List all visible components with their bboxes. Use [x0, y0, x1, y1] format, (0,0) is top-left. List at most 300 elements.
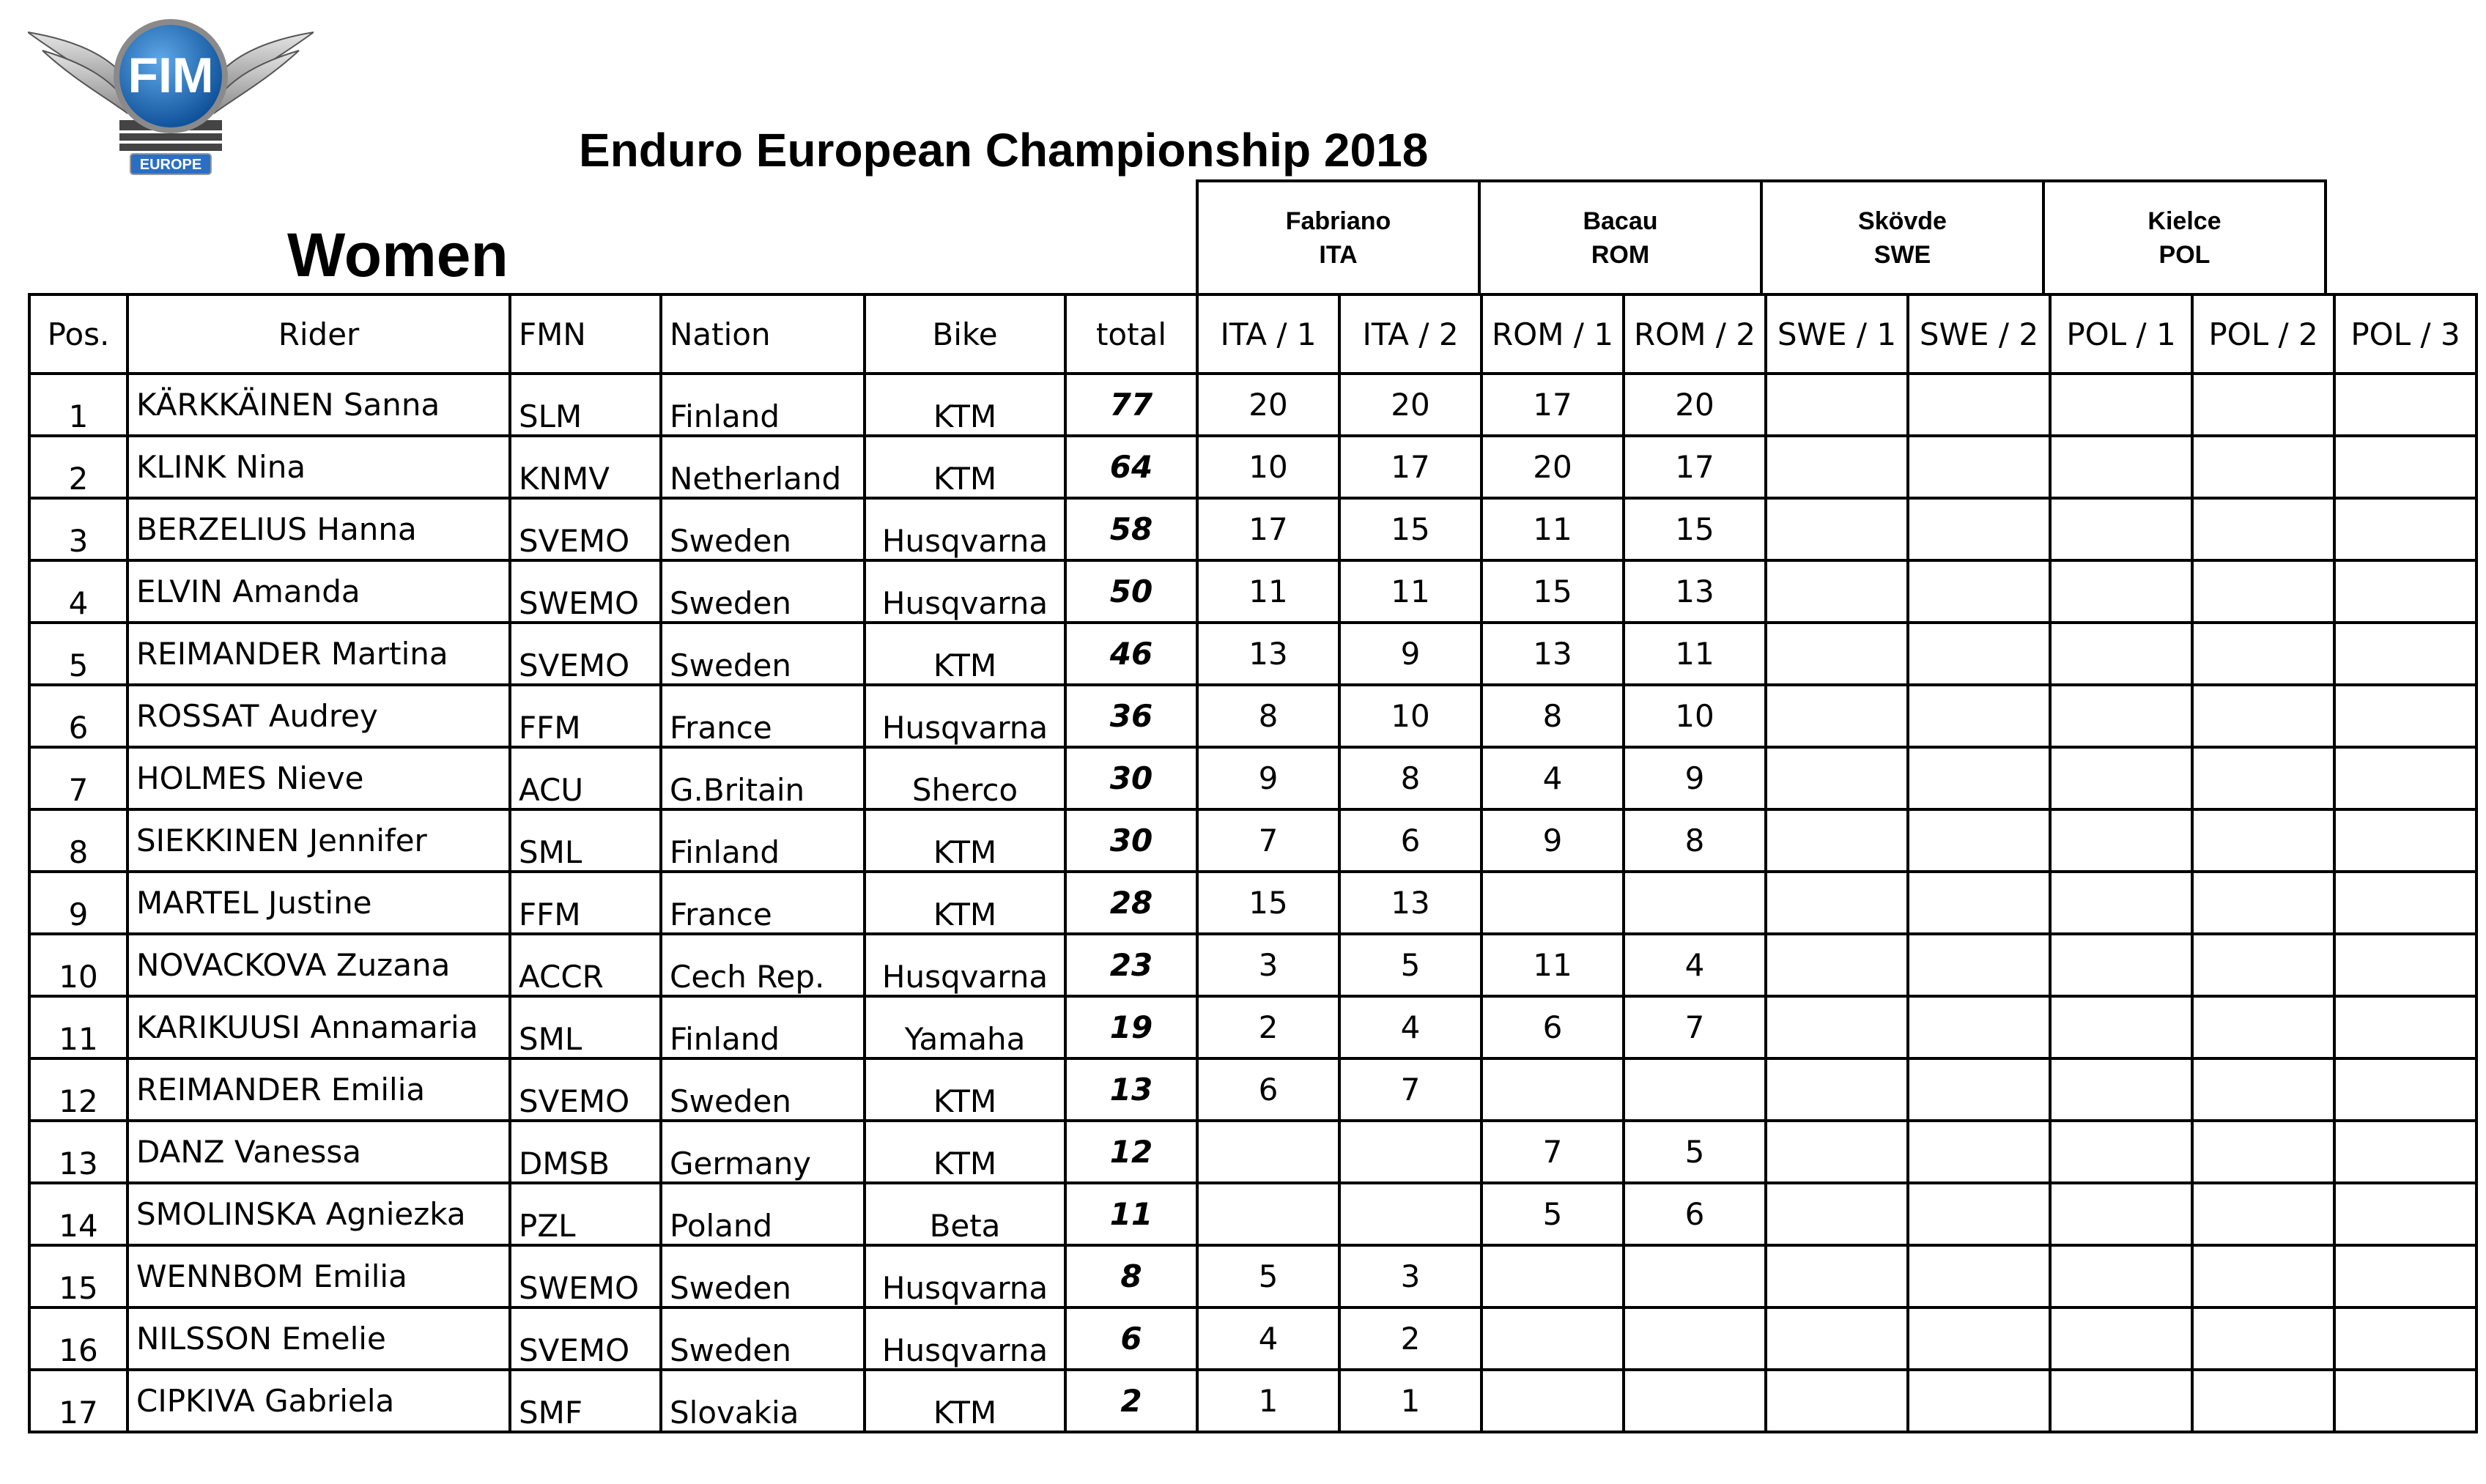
event-kielce [2043, 181, 2326, 294]
col-pol-2: POL / 2 [2192, 294, 2334, 374]
cell-score: 4 [1481, 747, 1624, 809]
cell-score [2050, 685, 2192, 747]
cell-total: 13 [1065, 1058, 1197, 1121]
cell-total: 50 [1065, 560, 1197, 623]
cell-bike: Husqvarna [865, 934, 1065, 996]
cell-score [2050, 996, 2192, 1058]
logo-text: FIM [127, 48, 214, 103]
cell-rider: NILSSON Emelie [127, 1307, 510, 1370]
cell-score [2050, 436, 2192, 498]
cell-total: 19 [1065, 996, 1197, 1058]
cell-score: 15 [1339, 498, 1481, 560]
cell-bike: KTM [865, 1058, 1065, 1121]
cell-pos: 8 [29, 809, 127, 872]
cell-score: 2 [1197, 996, 1339, 1058]
cell-score [2334, 1370, 2476, 1432]
cell-score [2050, 374, 2192, 436]
cell-fmn: SVEMO [510, 1307, 661, 1370]
cell-score [2192, 374, 2334, 436]
cell-bike: Husqvarna [865, 1307, 1065, 1370]
cell-score: 4 [1624, 934, 1766, 996]
cell-score [2334, 1183, 2476, 1245]
cell-score [1908, 685, 2050, 747]
cell-pos: 3 [29, 498, 127, 560]
cell-nation: G.Britain [661, 747, 865, 809]
cell-score [2334, 560, 2476, 623]
cell-bike: KTM [865, 872, 1065, 934]
cell-pos: 1 [29, 374, 127, 436]
table-row [29, 996, 2476, 1058]
cell-bike: KTM [865, 1370, 1065, 1432]
cell-score: 13 [1197, 623, 1339, 685]
cell-score [2334, 809, 2476, 872]
cell-score [1766, 1121, 1908, 1183]
cell-nation: Sweden [661, 498, 865, 560]
cell-fmn: SWEMO [510, 560, 661, 623]
cell-score [2050, 747, 2192, 809]
cell-score [2334, 623, 2476, 685]
cell-score [2050, 1121, 2192, 1183]
cell-score [2192, 1245, 2334, 1307]
col-ita-1: ITA / 1 [1197, 294, 1339, 374]
cell-fmn: SWEMO [510, 1245, 661, 1307]
cell-nation: Finland [661, 996, 865, 1058]
cell-score [1624, 872, 1766, 934]
cell-score: 9 [1339, 623, 1481, 685]
cell-score [2192, 872, 2334, 934]
cell-pos: 10 [29, 934, 127, 996]
cell-nation: Sweden [661, 623, 865, 685]
cell-score [1197, 1183, 1339, 1245]
cell-score: 10 [1197, 436, 1339, 498]
cell-score [1908, 747, 2050, 809]
cell-score: 6 [1481, 996, 1624, 1058]
col-bike: Bike [865, 294, 1065, 374]
cell-score [1908, 1183, 2050, 1245]
event-fabriano [1197, 181, 1479, 294]
cell-total: 8 [1065, 1245, 1197, 1307]
cell-score [2334, 1245, 2476, 1307]
cell-total: 11 [1065, 1183, 1197, 1245]
table-row [29, 747, 2476, 809]
cell-score [1766, 436, 1908, 498]
event-bacau [1479, 181, 1761, 294]
cell-score: 1 [1197, 1370, 1339, 1432]
cell-pos: 16 [29, 1307, 127, 1370]
cell-score [2050, 872, 2192, 934]
cell-fmn: SVEMO [510, 1058, 661, 1121]
cell-nation: Poland [661, 1183, 865, 1245]
cell-score: 7 [1197, 809, 1339, 872]
cell-fmn: SVEMO [510, 623, 661, 685]
cell-fmn: SVEMO [510, 498, 661, 560]
cell-rider: MARTEL Justine [127, 872, 510, 934]
col-ita-2: ITA / 2 [1339, 294, 1481, 374]
cell-score [1908, 1307, 2050, 1370]
col-swe-1: SWE / 1 [1766, 294, 1908, 374]
cell-rider: BERZELIUS Hanna [127, 498, 510, 560]
cell-rider: REIMANDER Emilia [127, 1058, 510, 1121]
table-row [29, 498, 2476, 560]
col-rom-1: ROM / 1 [1481, 294, 1624, 374]
cell-score [2050, 1307, 2192, 1370]
table-row [29, 436, 2476, 498]
cell-score [2192, 934, 2334, 996]
cell-pos: 5 [29, 623, 127, 685]
cell-total: 12 [1065, 1121, 1197, 1183]
cell-score: 17 [1339, 436, 1481, 498]
cell-score [2192, 498, 2334, 560]
cell-rider: DANZ Vanessa [127, 1121, 510, 1183]
event-header [1196, 179, 2327, 294]
cell-score [1766, 1245, 1908, 1307]
cell-score [1908, 809, 2050, 872]
cell-total: 36 [1065, 685, 1197, 747]
cell-score [2192, 996, 2334, 1058]
cell-score: 20 [1624, 374, 1766, 436]
cell-score: 8 [1197, 685, 1339, 747]
cell-score: 4 [1197, 1307, 1339, 1370]
cell-score [1766, 1058, 1908, 1121]
cell-score [2050, 1183, 2192, 1245]
cell-nation: Netherland [661, 436, 865, 498]
table-row [29, 560, 2476, 623]
cell-score [1481, 872, 1624, 934]
cell-score [2334, 1058, 2476, 1121]
cell-score: 15 [1624, 498, 1766, 560]
cell-total: 58 [1065, 498, 1197, 560]
cell-total: 30 [1065, 809, 1197, 872]
cell-score [1766, 623, 1908, 685]
cell-rider: KLINK Nina [127, 436, 510, 498]
cell-score: 15 [1197, 872, 1339, 934]
cell-score: 4 [1339, 996, 1481, 1058]
cell-score [2192, 747, 2334, 809]
cell-score [1908, 872, 2050, 934]
cell-fmn: DMSB [510, 1121, 661, 1183]
event-venue: Skövde [1858, 207, 1947, 235]
cell-pos: 14 [29, 1183, 127, 1245]
cell-score [2050, 560, 2192, 623]
cell-score [1766, 872, 1908, 934]
col-nation: Nation [661, 294, 865, 374]
cell-score: 15 [1481, 560, 1624, 623]
cell-fmn: ACU [510, 747, 661, 809]
cell-score [2334, 1121, 2476, 1183]
table-row [29, 934, 2476, 996]
cell-score: 8 [1624, 809, 1766, 872]
cell-score [2334, 872, 2476, 934]
cell-rider: NOVACKOVA Zuzana [127, 934, 510, 996]
cell-score [1766, 1183, 1908, 1245]
col-pol-3: POL / 3 [2334, 294, 2476, 374]
cell-score [1766, 747, 1908, 809]
cell-score [1908, 498, 2050, 560]
cell-rider: KÄRKKÄINEN Sanna [127, 374, 510, 436]
cell-score [1766, 560, 1908, 623]
cell-nation: Sweden [661, 1307, 865, 1370]
cell-score: 5 [1339, 934, 1481, 996]
cell-total: 2 [1065, 1370, 1197, 1432]
cell-score [1908, 996, 2050, 1058]
cell-score: 5 [1197, 1245, 1339, 1307]
cell-nation: Germany [661, 1121, 865, 1183]
cell-score: 6 [1339, 809, 1481, 872]
event-venue: Kielce [2147, 207, 2222, 235]
cell-score [1908, 1370, 2050, 1432]
cell-score: 20 [1197, 374, 1339, 436]
cell-nation: France [661, 872, 865, 934]
cell-score: 20 [1339, 374, 1481, 436]
cell-pos: 17 [29, 1370, 127, 1432]
col-fmn: FMN [510, 294, 661, 374]
cell-pos: 2 [29, 436, 127, 498]
cell-score [1624, 1307, 1766, 1370]
table-row [29, 872, 2476, 934]
cell-fmn: ACCR [510, 934, 661, 996]
cell-score: 7 [1339, 1058, 1481, 1121]
cell-bike: Husqvarna [865, 685, 1065, 747]
cell-score [1766, 374, 1908, 436]
cell-bike: KTM [865, 809, 1065, 872]
cell-score: 11 [1481, 934, 1624, 996]
cell-fmn: SMF [510, 1370, 661, 1432]
cell-pos: 12 [29, 1058, 127, 1121]
cell-score [2050, 809, 2192, 872]
cell-score [1766, 1307, 1908, 1370]
cell-nation: Finland [661, 809, 865, 872]
cell-nation: Finland [661, 374, 865, 436]
col-pol-1: POL / 1 [2050, 294, 2192, 374]
cell-pos: 7 [29, 747, 127, 809]
cell-score [2192, 809, 2334, 872]
cell-bike: KTM [865, 436, 1065, 498]
cell-score: 6 [1197, 1058, 1339, 1121]
cell-score [2192, 560, 2334, 623]
cell-score [2334, 436, 2476, 498]
cell-score: 17 [1624, 436, 1766, 498]
cell-rider: KARIKUUSI Annamaria [127, 996, 510, 1058]
cell-score [2050, 1245, 2192, 1307]
cell-score [2050, 1370, 2192, 1432]
cell-score: 10 [1624, 685, 1766, 747]
cell-score [1908, 934, 2050, 996]
cell-score [1908, 1121, 2050, 1183]
cell-score: 9 [1197, 747, 1339, 809]
event-venue: Bacau [1583, 207, 1658, 235]
cell-bike: Husqvarna [865, 1245, 1065, 1307]
cell-score: 13 [1481, 623, 1624, 685]
cell-score [1908, 560, 2050, 623]
cell-score: 11 [1197, 560, 1339, 623]
table-row [29, 374, 2476, 436]
cell-bike: Yamaha [865, 996, 1065, 1058]
cell-score: 9 [1624, 747, 1766, 809]
table-row [29, 1245, 2476, 1307]
event-country: ITA [1319, 241, 1358, 269]
cell-total: 46 [1065, 623, 1197, 685]
cell-score [2050, 1058, 2192, 1121]
cell-bike: Husqvarna [865, 498, 1065, 560]
cell-rider: ELVIN Amanda [127, 560, 510, 623]
cell-score: 13 [1624, 560, 1766, 623]
cell-rider: REIMANDER Martina [127, 623, 510, 685]
cell-score [2192, 1121, 2334, 1183]
table-row [29, 623, 2476, 685]
cell-score [1908, 623, 2050, 685]
cell-fmn: FFM [510, 872, 661, 934]
cell-pos: 4 [29, 560, 127, 623]
cell-score [1908, 436, 2050, 498]
cell-score [2334, 996, 2476, 1058]
cell-bike: Sherco [865, 747, 1065, 809]
cell-score [2334, 934, 2476, 996]
cell-score: 7 [1481, 1121, 1624, 1183]
table-row [29, 685, 2476, 747]
cell-rider: SIEKKINEN Jennifer [127, 809, 510, 872]
cell-total: 77 [1065, 374, 1197, 436]
cell-total: 30 [1065, 747, 1197, 809]
cell-nation: Slovakia [661, 1370, 865, 1432]
cell-score: 6 [1624, 1183, 1766, 1245]
cell-score: 3 [1197, 934, 1339, 996]
cell-score [2334, 747, 2476, 809]
cell-total: 28 [1065, 872, 1197, 934]
cell-total: 23 [1065, 934, 1197, 996]
cell-score [1766, 1370, 1908, 1432]
event-country: ROM [1591, 241, 1650, 269]
event-skovde [1761, 181, 2043, 294]
cell-score [2334, 685, 2476, 747]
col-total: total [1065, 294, 1197, 374]
cell-score: 10 [1339, 685, 1481, 747]
cell-score: 3 [1339, 1245, 1481, 1307]
cell-score [2192, 436, 2334, 498]
cell-rider: HOLMES Nieve [127, 747, 510, 809]
cell-score: 13 [1339, 872, 1481, 934]
cell-score: 9 [1481, 809, 1624, 872]
cell-score [2192, 1307, 2334, 1370]
cell-nation: France [661, 685, 865, 747]
cell-rider: WENNBOM Emilia [127, 1245, 510, 1307]
cell-bike: KTM [865, 1121, 1065, 1183]
cell-score: 11 [1339, 560, 1481, 623]
cell-score: 11 [1481, 498, 1624, 560]
cell-score [1908, 1245, 2050, 1307]
cell-fmn: PZL [510, 1183, 661, 1245]
cell-score [1481, 1370, 1624, 1432]
cell-score [1624, 1058, 1766, 1121]
cell-score [2334, 498, 2476, 560]
cell-score: 7 [1624, 996, 1766, 1058]
cell-score: 5 [1624, 1121, 1766, 1183]
cell-score [2050, 934, 2192, 996]
cell-fmn: FFM [510, 685, 661, 747]
cell-score [2334, 1307, 2476, 1370]
cell-score: 8 [1339, 747, 1481, 809]
col-rider: Rider [127, 294, 510, 374]
cell-fmn: SML [510, 996, 661, 1058]
cell-score: 2 [1339, 1307, 1481, 1370]
cell-nation: Sweden [661, 560, 865, 623]
cell-nation: Sweden [661, 1245, 865, 1307]
table-row [29, 809, 2476, 872]
cell-score [2192, 1058, 2334, 1121]
cell-score: 17 [1197, 498, 1339, 560]
cell-score [1766, 498, 1908, 560]
cell-score [2192, 1370, 2334, 1432]
cell-score: 5 [1481, 1183, 1624, 1245]
cell-score [1766, 685, 1908, 747]
cell-rider: SMOLINSKA Agniezka [127, 1183, 510, 1245]
cell-score [2192, 685, 2334, 747]
cell-score [2192, 1183, 2334, 1245]
event-country: POL [2158, 241, 2211, 269]
cell-nation: Cech Rep. [661, 934, 865, 996]
cell-score: 11 [1624, 623, 1766, 685]
cell-pos: 6 [29, 685, 127, 747]
cell-score: 17 [1481, 374, 1624, 436]
cell-score [1766, 934, 1908, 996]
cell-score: 8 [1481, 685, 1624, 747]
cell-score [1624, 1245, 1766, 1307]
cell-fmn: SML [510, 809, 661, 872]
cell-total: 64 [1065, 436, 1197, 498]
event-country: SWE [1873, 241, 1931, 269]
cell-pos: 11 [29, 996, 127, 1058]
class-title: Women [287, 220, 508, 289]
cell-score [1197, 1121, 1339, 1183]
cell-score [1766, 809, 1908, 872]
cell-score [1908, 1058, 2050, 1121]
cell-nation: Sweden [661, 1058, 865, 1121]
cell-fmn: SLM [510, 374, 661, 436]
cell-score [1481, 1245, 1624, 1307]
cell-bike: KTM [865, 374, 1065, 436]
cell-score [2050, 498, 2192, 560]
cell-score [1481, 1307, 1624, 1370]
table-row [29, 1183, 2476, 1245]
cell-score: 20 [1481, 436, 1624, 498]
fim-europe-logo [28, 10, 314, 176]
standings-table [28, 293, 2478, 1433]
table-row [29, 1307, 2476, 1370]
cell-bike: KTM [865, 623, 1065, 685]
col-pos: Pos. [29, 294, 127, 374]
cell-score [1624, 1370, 1766, 1432]
cell-bike: Husqvarna [865, 560, 1065, 623]
header-row [29, 294, 2476, 374]
col-swe-2: SWE / 2 [1908, 294, 2050, 374]
cell-score: 1 [1339, 1370, 1481, 1432]
page-title: Enduro European Championship 2018 [579, 124, 1429, 177]
cell-score [1481, 1058, 1624, 1121]
cell-pos: 13 [29, 1121, 127, 1183]
cell-rider: ROSSAT Audrey [127, 685, 510, 747]
logo-subtext: EUROPE [139, 157, 202, 173]
cell-score [2050, 623, 2192, 685]
cell-score [1339, 1183, 1481, 1245]
cell-score [1908, 374, 2050, 436]
event-venue: Fabriano [1285, 207, 1391, 235]
cell-pos: 15 [29, 1245, 127, 1307]
cell-fmn: KNMV [510, 436, 661, 498]
cell-score [2192, 623, 2334, 685]
cell-score [1339, 1121, 1481, 1183]
cell-score [2334, 374, 2476, 436]
cell-bike: Beta [865, 1183, 1065, 1245]
table-row [29, 1058, 2476, 1121]
